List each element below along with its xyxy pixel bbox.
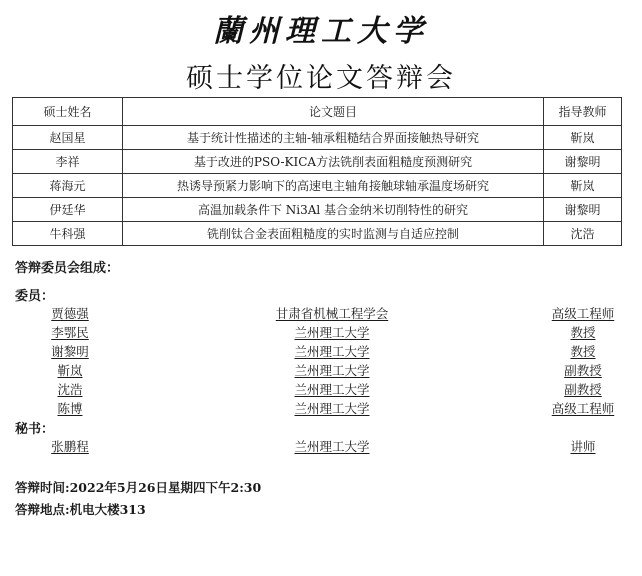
member-org: 甘肃省机械工程学会 [275,306,389,321]
committee-heading: 答辩委员会组成： [15,261,120,276]
member-title: 教授 [570,344,596,359]
member-name: 沈浩 [57,382,83,397]
member-org: 兰州理工大学 [294,401,370,416]
university-logo-text: 蘭州理工大学 [213,14,429,49]
table-row [13,126,622,150]
advisor-name: 谢黎明 [544,150,622,174]
student-name: 李祥 [13,150,123,174]
header-advisor: 指导教师 [544,98,622,126]
thesis-table [12,97,622,246]
member-name: 陈博 [57,401,83,416]
table-row [13,198,622,222]
advisor-name: 沈浩 [544,222,622,246]
student-name: 赵国星 [13,126,123,150]
defense-place: 答辩地点:机电大楼313 [15,502,146,517]
member-org: 兰州理工大学 [294,325,370,340]
member-title: 副教授 [564,382,602,397]
advisor-name: 靳岚 [544,174,622,198]
advisor-name: 谢黎明 [544,198,622,222]
table-row [13,150,622,174]
student-name: 伊廷华 [13,198,123,222]
member-name: 李鄂民 [51,325,89,340]
table-header-row [13,98,622,126]
thesis-topic: 基于统计性描述的主轴-轴承粗糙结合界面接触热导研究 [123,126,544,150]
member-title: 高级工程师 [551,401,615,416]
thesis-topic: 基于改进的PSO-KICA方法铣削表面粗糙度预测研究 [123,150,544,174]
advisor-name: 靳岚 [544,126,622,150]
member-name: 靳岚 [57,363,83,378]
member-name: 谢黎明 [51,344,89,359]
thesis-topic: 热诱导预紧力影响下的高速电主轴角接触球轴承温度场研究 [123,174,544,198]
page-title: 硕士学位论文答辩会 [186,63,456,94]
member-title: 教授 [570,325,596,340]
member-title: 高级工程师 [551,306,615,321]
student-name: 牛科强 [13,222,123,246]
members-label: 委员： [15,289,55,304]
student-name: 蒋海元 [13,174,123,198]
thesis-topic: 铣削钛合金表面粗糙度的实时监测与自适应控制 [123,222,544,246]
defense-time: 答辩时间:2022年5月26日星期四下午2:30 [15,480,262,495]
table-row [13,174,622,198]
secretary-org: 兰州理工大学 [294,439,370,454]
member-org: 兰州理工大学 [294,363,370,378]
header-thesis-topic: 论文题目 [123,98,544,126]
secretary-title: 讲师 [570,439,596,454]
secretary-name: 张鹏程 [51,439,89,454]
table-row [13,222,622,246]
member-org: 兰州理工大学 [294,382,370,397]
member-name: 贾德强 [51,306,89,321]
secretary-label: 秘书： [15,422,55,437]
member-title: 副教授 [564,363,602,378]
member-org: 兰州理工大学 [294,344,370,359]
thesis-topic: 高温加载条件下 Ni3Al 基合金纳米切削特性的研究 [123,198,544,222]
header-student-name: 硕士姓名 [13,98,123,126]
